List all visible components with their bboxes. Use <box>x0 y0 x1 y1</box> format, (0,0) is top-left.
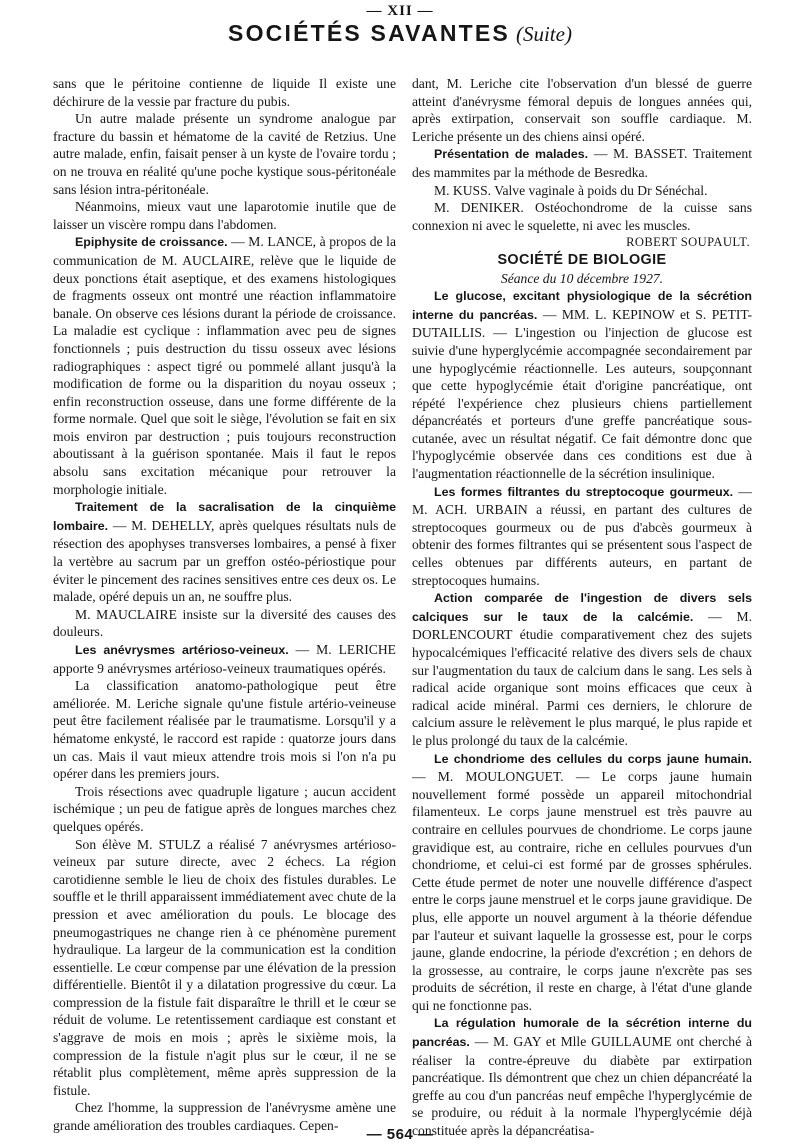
paragraph-heading: Action comparée de l'ingestion de divers sels calciques sur le taux de la calcémie. <box>412 591 752 624</box>
paragraph <box>412 750 752 1015</box>
paragraph-text: — M. ACH. URBAIN a réussi, en partant des cultures de streptocoques gourmeux ou de pus d'abcès gourmeux à obtenir des formes filtrantes qui se présentent sous l'aspect de celles obtenues par différents auteurs, en partant de streptocoques humains. <box>412 483 752 588</box>
paragraph-heading: La régulation humorale de la sécrétion interne du pancréas. <box>412 1016 752 1050</box>
paragraph-text: Néanmoins, mieux vaut une laparotomie inutile que de laisser un viscère rompu dans l'abdomen. <box>53 199 396 232</box>
paragraph <box>53 677 396 783</box>
paragraph <box>412 145 752 181</box>
left-column <box>53 75 396 1134</box>
right-column <box>412 75 752 1139</box>
paragraph <box>53 75 396 110</box>
paragraph-text: Son élève M. STULZ a réalisé 7 anévrysmes artérioso-veineux par suture directe, avec 2 échecs. La région carotidienne semble le lieu de choix des fistules durables. Le souffle et le thrill apparaissent immédiatement avec chute de la pression et avec amélioration du pouls. Le blocage des pneumogastriques ne change rien à ce phénomène purement hydraulique. La largeur de la communication est la condition essentielle. Le cœur compense par une élévation de la pression différentielle. Bientôt il y a dilatation progressive du cœur. La compression de la fistule fait disparaître le thrill et le cœur se réduit de volume. Le retentissement cardiaque est constant et s'aggrave de mois en mois ; après le sixième mois, la compression de la fistule n'agit plus sur le cœur, il ne se rétablit plus complètement, même après suppression de la fistule. <box>53 836 396 1098</box>
paragraph <box>53 498 396 606</box>
paragraph-text: — M. MOULONGUET. — Le corps jaune humain nouvellement formé possède un appareil mitochondrial filamenteux. Le corps jaune menstruel est très pauvre au contraire en cellules pourvues de chondriome. Le corps jaune gravidique est, au contraire, riche en cellules pourvues d'un chondriome, et celui-ci est formé par de grosses sphérules. Cette étude permet de noter une nouvelle différence d'aspect entre le corps jaune menstruel et le corps jaune gravidique. De plus, elle apporte un nouvel argument à la théorie défendue par l'auteur et suivant laquelle la grossesse est, pour le corps jaune, glande endocrine, la période d'excrétion ; en dehors de la grossesse, au contraire, le corps jaune n'excrète pas ses produits de sécrétion, il reste en charge, à l'état d'une glande qui ne fonctionne pas. <box>412 769 752 1013</box>
section-header <box>0 21 800 49</box>
paragraph <box>53 606 396 641</box>
paragraph-text: Séance du 10 décembre 1927. <box>500 270 664 286</box>
paragraph-text: Trois résections avec quadruple ligature ; aucun accident ischémique ; un peu de fatigue après de longues marches chez quelques opérés. <box>53 783 396 834</box>
paragraph-text: — M. DORLENCOURT étudie comparativement chez des sujets hypocalcémiques l'efficacité relative des divers sels de chaux sur l'augmentation du taux de calcium dans le sang. Les sels à radical acide organique sont moins efficaces que ceux à radical acide minéral. Parmi ces derniers, le chlorure de calcium assure le relèvement le plus marqué, le plus rapide et le plus prolongé du taux de la calcémie. <box>412 608 752 748</box>
paragraph-text: dant, M. Leriche cite l'observation d'un blessé de guerre atteint d'anévrysme fémoral depuis de longues années qui, après extirpation, conservait son souffle cardiaque. M. Leriche présente un des chiens ainsi opéré. <box>412 76 752 144</box>
paragraph-text: — M. GAY et Mlle GUILLAUME ont cherché à réaliser la contre-épreuve du diabète par extirpation pancréatique. Ils démontrent que chez un chien dépancréaté la greffe au cou d'un pancréas neuf empêche l'hyperglycémie de se produire, ou réduit à la normale l'hyperglycémie déjà constituée après la dépancréatisa- <box>412 1034 752 1139</box>
paragraph-text: M. MAUCLAIRE insiste sur la diversité des causes des douleurs. <box>53 606 396 640</box>
paragraph-text: M. KUSS. Valve vaginale à poids du Dr Sénéchal. <box>434 182 708 198</box>
paragraph <box>53 783 396 836</box>
paragraph <box>412 199 752 234</box>
paragraph-text: sans que le péritoine contienne de liquide Il existe une déchirure de la vessie par fracture du pubis. <box>53 76 396 109</box>
paragraph-text: — M. BASSET. Traitement des mammites par la méthode de Besredka. <box>412 146 752 180</box>
paragraph <box>412 589 752 749</box>
session-date <box>412 270 752 288</box>
paragraph-heading: Présentation de malades. <box>434 147 589 162</box>
paragraph-text: M. DENIKER. Ostéochondrome de la cuisse sans connexion ni avec le squelette, ni avec les muscles. <box>412 200 752 233</box>
paragraph-heading: Le glucose, excitant physiologique de la sécrétion interne du pancréas. <box>412 289 752 322</box>
paragraph-text: — MM. L. KEPINOW et S. PETIT-DUTAILLIS. — L'ingestion ou l'injection de glucose est suivie d'une hyperglycémie accompagnée secondairement par une hypoglycémie réactionnelle. Les auteurs, soupçonnant que cette hypoglycémie était d'origine pancréatique, ont répété l'expérience chez plusieurs chiens partiellement dépancréatés et porteurs d'une greffe pancréatique sous-cutanée, avec un résultat négatif. Ce fait démontre donc que l'hypoglycémie observée dans ces conditions est due à l'augmentation réactionnelle de la sécrétion insulinique. <box>412 306 752 482</box>
paragraph <box>53 641 396 677</box>
paragraph-text: La classification anatomo-pathologique peut être améliorée. M. Leriche signale qu'une fistule artério-veineuse peut être facilement réalisée par le traumatisme. Lorsqu'il y a hématome enkysté, le raccord est rapide : quatorze jours dans un cas. Mais il vaut mieux attendre trois mois si l'on n'a pu opérer dans les premiers jours. <box>53 678 396 782</box>
paragraph-heading: Les anévrysmes artérioso-veineux. <box>75 643 289 657</box>
paragraph <box>412 182 752 200</box>
society-title <box>412 252 752 270</box>
signature <box>412 234 752 252</box>
paragraph-heading: Les formes filtrantes du streptocoque gourmeux. <box>434 484 734 499</box>
paragraph-text: Chez l'homme, la suppression de l'anévrysme amène une grande amélioration des troubles cardiaques. Cepen- <box>53 1100 396 1134</box>
paragraph-text: Un autre malade présente un syndrome analogue par fracture du bassin et hématome de la cavité de Retzius. Une autre malade, enfin, faisait penser à un kyste de l'ovaire tordu ; on ne trouva en réalité qu'une poche kystique sous-péritonéale sans lésion intra-péritonéale. <box>53 111 396 197</box>
paragraph <box>53 233 396 498</box>
paragraph-text: — M. DEHELLY, après quelques résultats nuls de résection des apophyses transverses lombaires, a pensé à fixer la vertèbre au sacrum par un greffon ostéo-périostique pour éviter le pincement des racines sensitives entre ces deux os. Le malade, opéré depuis un an, ne souffre plus. <box>53 517 396 605</box>
paragraph <box>53 198 396 233</box>
paragraph-heading: Traitement de la sacralisation de la cinquième lombaire. <box>53 500 396 533</box>
paragraph <box>53 836 396 1100</box>
paragraph-heading: Epiphysite de croissance. <box>75 235 228 250</box>
section-suite: (Suite) <box>515 22 572 46</box>
paragraph-text: SOCIÉTÉ DE BIOLOGIE <box>497 251 667 268</box>
paragraph-text: — M. LERICHE apporte 9 anévrysmes artérioso-veineux traumatiques opérés. <box>53 642 396 676</box>
paragraph-heading: Le chondriome des cellules du corps jaune humain. <box>434 751 752 766</box>
paragraph <box>412 483 752 590</box>
paragraph <box>412 1014 752 1139</box>
paragraph-text: ROBERT SOUPAULT. <box>626 235 750 250</box>
paragraph <box>53 110 396 198</box>
section-title: SOCIÉTÉS SAVANTES <box>228 20 510 46</box>
paragraph <box>412 75 752 145</box>
roman-page-number: — XII — <box>366 3 434 19</box>
paragraph-text: — M. LANCE, à propos de la communication de M. AUCLAIRE, relève que le liquide de deux ponctions était aseptique, et des examens histologiques de fragments osseux ont montré une réaction inflammatoire banale. On observe ces lésions durant la période de croissance. La maladie est cyclique : inflammation avec peu de signes fonctionnels ; puis destruction du tissu osseux avec lésions radiographiques : aspect tigré ou pommelé allant jusqu'à la modification de forme ou la disparition du noyau osseux ; enfin reconstruction osseuse, dans une forme différente de la forme normale. Quel que soit le siège, l'évolution se fait en six mois environ par destruction ; puis toujours reconstruction aboutissant à la guérison spontanée. Mais il faut le repos absolu sans excitation mécanique pour retrouver la morphologie initiale. <box>53 234 396 497</box>
paragraph <box>412 287 752 483</box>
page-number: — 564 — <box>366 1126 434 1143</box>
